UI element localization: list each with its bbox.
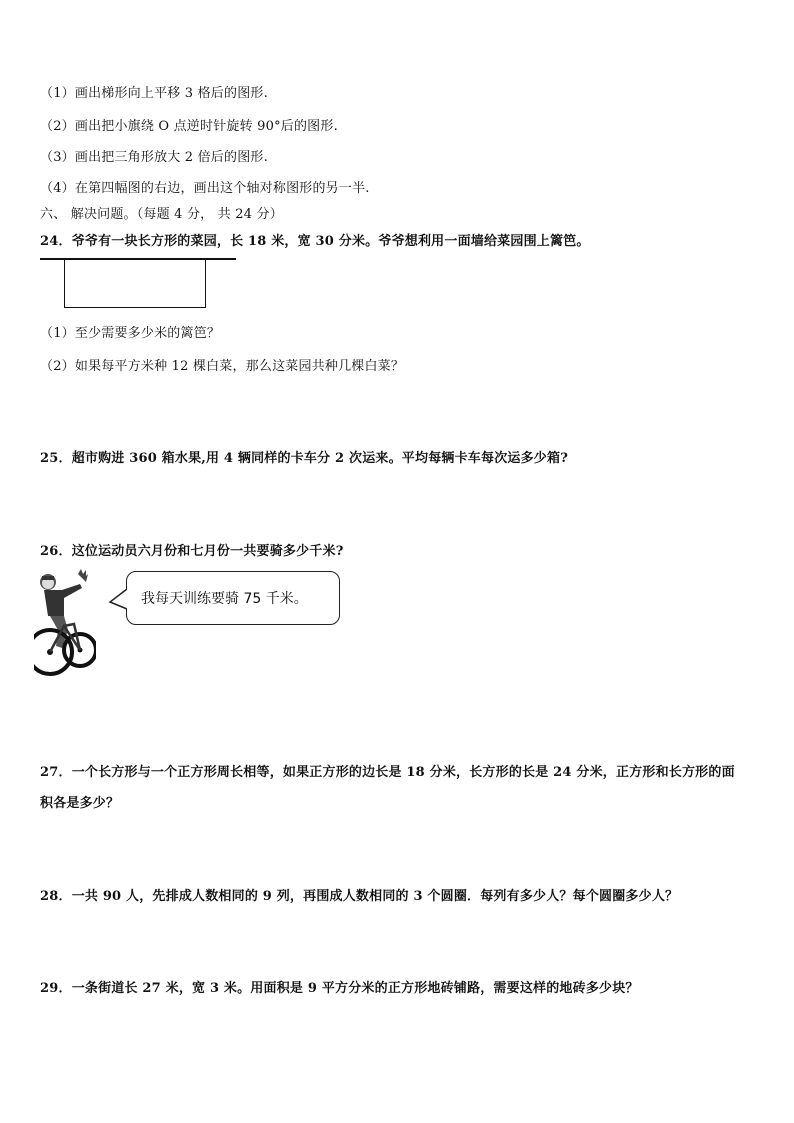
cyclist-icon [34, 568, 96, 682]
question-24: 24．爷爷有一块长方形的菜园，长 18 米，宽 30 分米。爷爷想利用一面墙给菜园围上篱笆。 [40, 234, 590, 249]
section-heading: 六、 解决问题。（每题 4 分， 共 24 分） [40, 207, 283, 222]
q24-part2: （2）如果每平方米种 12 棵白菜，那么这菜园共种几棵白菜？ [40, 359, 405, 374]
q23-part2: （2）画出把小旗绕 O 点逆时针旋转 90°后的图形. [40, 119, 338, 134]
speech-bubble-tail [108, 587, 130, 613]
question-26: 26．这位运动员六月份和七月份一共要骑多少千米? [40, 544, 344, 559]
q23-part1: （1）画出梯形向上平移 3 格后的图形. [40, 86, 268, 101]
question-27-line2: 积各是多少？ [40, 796, 120, 811]
speech-bubble-text: 我每天训练要骑 75 千米。 [141, 591, 308, 607]
speech-bubble [126, 571, 340, 625]
question-27-line1: 27．一个长方形与一个正方形周长相等，如果正方形的边长是 18 分米，长方形的长是 24 分米，正方形和长方形的面 [40, 765, 735, 780]
garden-rectangle [64, 260, 206, 308]
question-25: 25．超市购进 360 箱水果,用 4 辆同样的卡车分 2 次运来。平均每辆卡车每次运多少箱? [40, 451, 569, 466]
q24-part1: （1）至少需要多少米的篱笆？ [40, 326, 221, 341]
q23-part3: （3）画出把三角形放大 2 倍后的图形. [40, 150, 268, 165]
question-28: 28．一共 90 人，先排成人数相同的 9 列，再围成人数相同的 3 个圆圈．每列有多少人？每个圆圈多少人？ [40, 889, 679, 904]
q23-part4: （4）在第四幅图的右边，画出这个轴对称图形的另一半. [40, 181, 370, 196]
question-29: 29．一条街道长 27 米，宽 3 米。用面积是 9 平方分米的正方形地砖铺路，需要这样的地砖多少块？ [40, 981, 639, 996]
